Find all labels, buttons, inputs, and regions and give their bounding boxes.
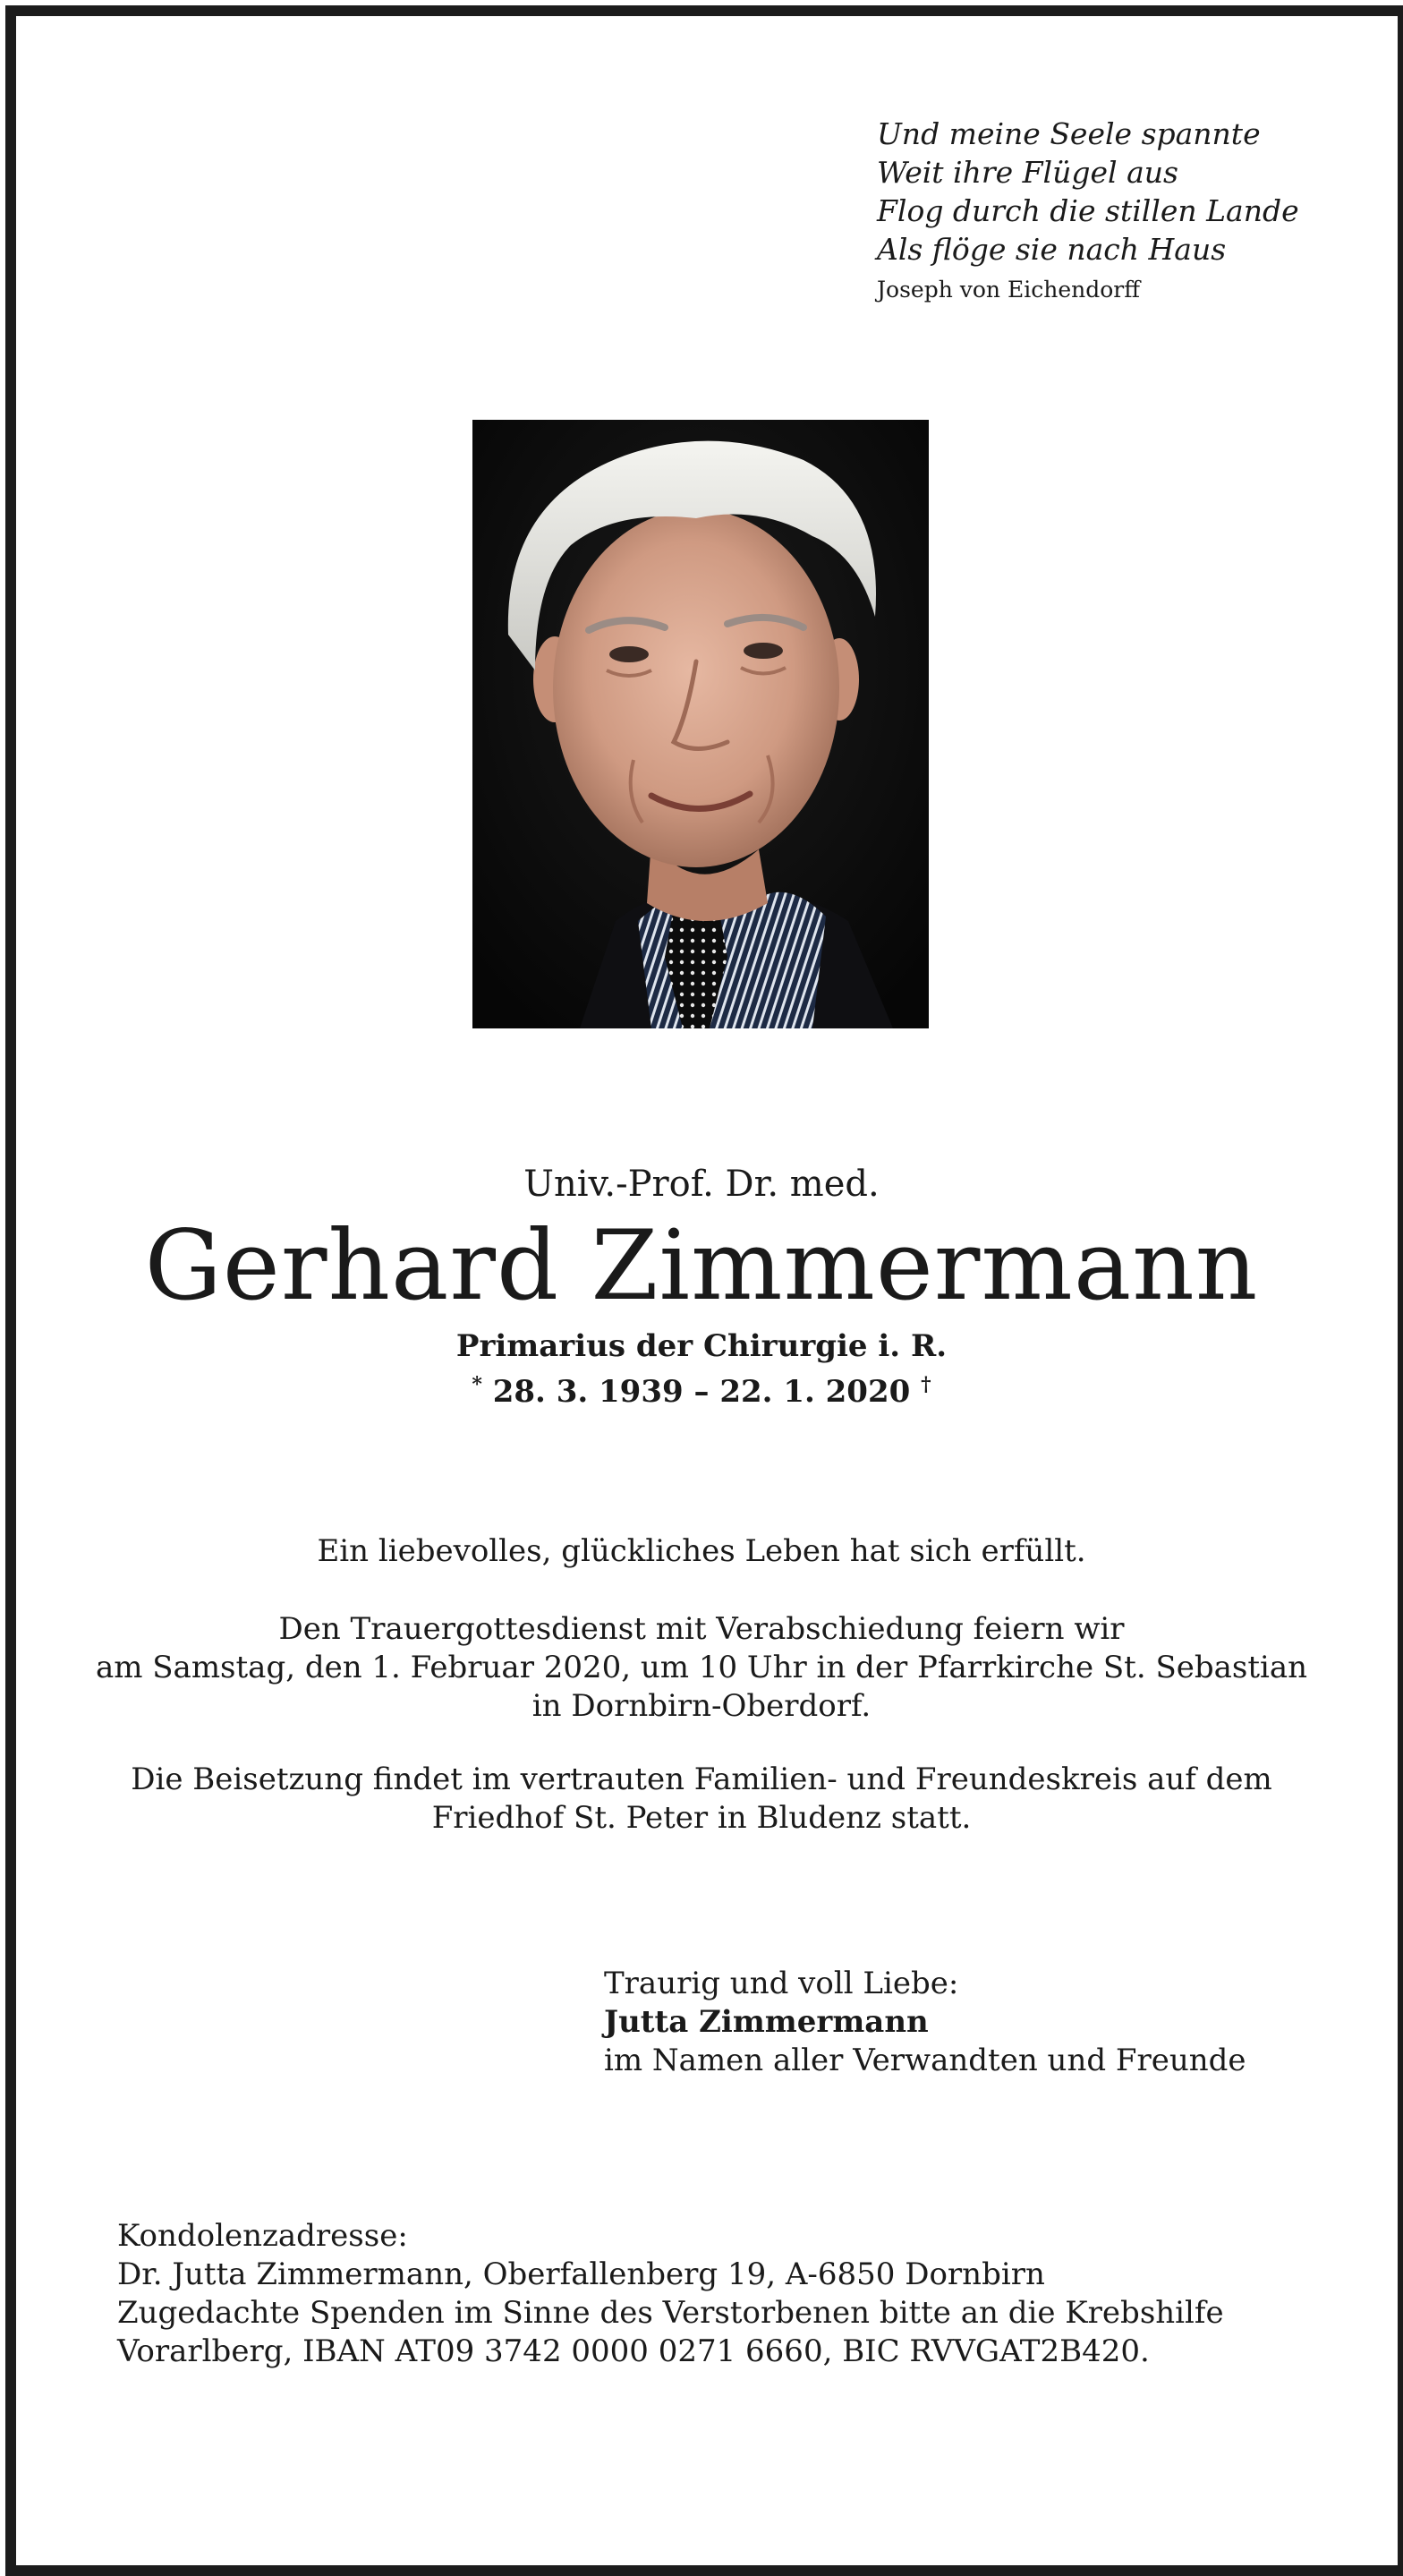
paragraph-line: am Samstag, den 1. Februar 2020, um 10 Uhr in der Pfarrkirche St. Sebastian bbox=[95, 1650, 1308, 1685]
life-dates bbox=[0, 1365, 1403, 1412]
signature-note: im Namen aller Verwandten und Freunde bbox=[604, 2043, 1246, 2078]
birth-star-icon: * bbox=[472, 1373, 482, 1396]
paragraph-line: Friedhof St. Peter in Bludenz statt. bbox=[431, 1800, 972, 1836]
tribute-paragraph bbox=[72, 1532, 1331, 1571]
paragraph-line: Ein liebevolles, glückliches Leben hat sich erfüllt. bbox=[317, 1533, 1086, 1569]
signature-block bbox=[604, 1965, 1338, 2080]
condolence-line: Zugedachte Spenden im Sinne des Verstorbenen bitte an die Krebshilfe bbox=[117, 2295, 1224, 2331]
signature-intro: Traurig und voll Liebe: bbox=[604, 1966, 959, 2001]
portrait-photo bbox=[472, 420, 929, 1028]
poem-author: Joseph von Eichendorff bbox=[877, 277, 1140, 303]
poem-block bbox=[877, 115, 1342, 308]
poem-line: Weit ihre Flügel aus bbox=[877, 155, 1178, 190]
paragraph-line: Den Trauergottesdienst mit Verabschiedung feiern wir bbox=[278, 1611, 1125, 1647]
paragraph-line: Die Beisetzung findet im vertrauten Familien- und Freundeskreis auf dem bbox=[131, 1761, 1272, 1797]
condolence-block bbox=[117, 2217, 1352, 2371]
signature-name: Jutta Zimmermann bbox=[604, 2004, 929, 2040]
death-cross-icon: † bbox=[921, 1373, 931, 1396]
paragraph-line: in Dornbirn-Oberdorf. bbox=[531, 1688, 872, 1724]
deceased-name: Gerhard Zimmermann bbox=[144, 1210, 1259, 1322]
deceased-role: Primarius der Chirurgie i. R. bbox=[455, 1328, 948, 1364]
condolence-label: Kondolenzadresse: bbox=[117, 2218, 408, 2254]
poem-line: Flog durch die stillen Lande bbox=[877, 193, 1299, 228]
service-paragraph bbox=[72, 1610, 1331, 1726]
condolence-line: Dr. Jutta Zimmermann, Oberfallenberg 19, A-6850 Dornbirn bbox=[117, 2256, 1045, 2292]
academic-title: Univ.-Prof. Dr. med. bbox=[523, 1164, 880, 1205]
portrait-photo-icon bbox=[472, 420, 929, 1028]
poem-line: Und meine Seele spannte bbox=[877, 116, 1261, 151]
burial-paragraph bbox=[72, 1761, 1331, 1838]
condolence-line: Vorarlberg, IBAN AT09 3742 0000 0271 6660, BIC RVVGAT2B420. bbox=[117, 2333, 1150, 2369]
poem-line: Als flöge sie nach Haus bbox=[877, 232, 1227, 267]
date-range: 28. 3. 1939 – 22. 1. 2020 bbox=[492, 1374, 911, 1410]
